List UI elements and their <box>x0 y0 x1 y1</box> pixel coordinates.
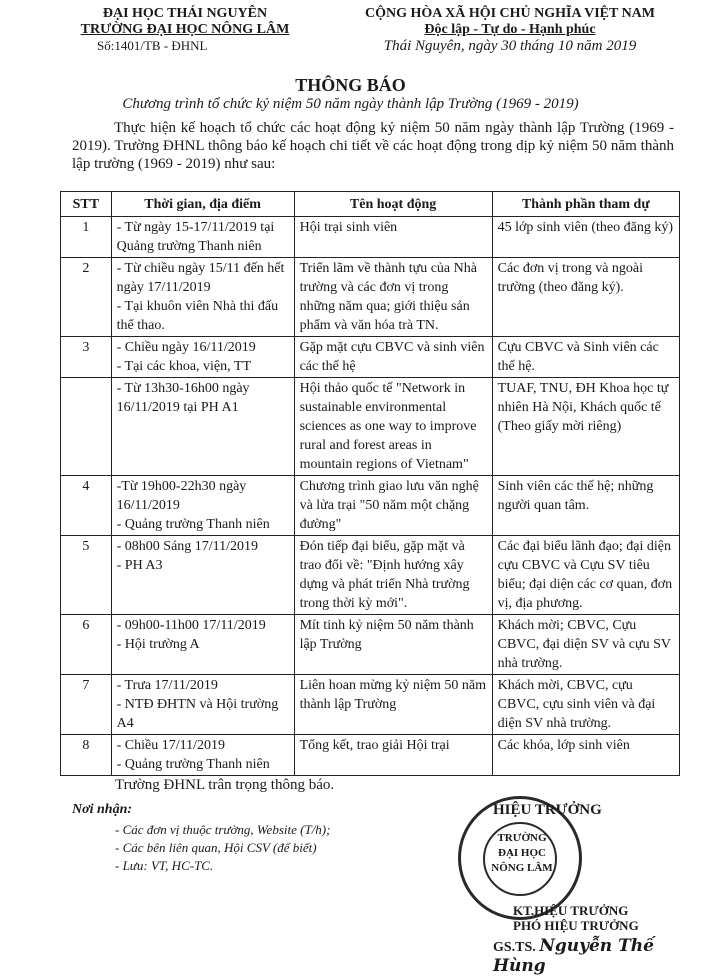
org-line-2: TRƯỜNG ĐẠI HỌC NÔNG LÂM <box>80 22 290 37</box>
cell-stt: 3 <box>61 337 112 378</box>
org-header <box>60 6 310 38</box>
cell-stt <box>61 378 112 476</box>
table-row <box>61 378 680 476</box>
doc-number: Số:1401/TB - ĐHNL <box>97 38 208 53</box>
recipient-item: - Lưu: VT, HC-TC. <box>115 858 214 873</box>
cell-activity: Hội trại sinh viên <box>294 217 492 258</box>
time-line: - Tại khuôn viên Nhà thi đấu thể thao. <box>116 299 279 333</box>
org-line-1: ĐẠI HỌC THÁI NGUYÊN <box>102 6 268 21</box>
col-header-participants: Thành phần tham dự <box>492 192 679 217</box>
cell-participants: Khách mời; CBVC, Cựu CBVC, đại diện SV và cựu SV nhà trường. <box>492 615 679 675</box>
time-line: - Từ 13h30-16h00 ngày 16/11/2019 tại PH A1 <box>116 381 250 415</box>
signature-title: HIỆU TRƯỞNG <box>493 802 602 818</box>
cell-activity: Tổng kết, trao giải Hội trại <box>294 735 492 776</box>
signer-name <box>493 936 701 976</box>
table-row <box>61 536 680 615</box>
time-line: - Từ ngày 15-17/11/2019 tại Quảng trường Thanh niên <box>116 220 275 254</box>
signature-role: PHÓ HIỆU TRƯỞNG <box>513 918 639 933</box>
time-line: - 09h00-11h00 17/11/2019 <box>116 618 266 633</box>
table-row <box>61 337 680 378</box>
cell-participants: 45 lớp sinh viên (theo đăng ký) <box>492 217 679 258</box>
signer-name-text: Nguyễn Thế Hùng <box>493 936 654 976</box>
cell-time <box>111 378 294 476</box>
time-line: - PH A3 <box>116 558 163 573</box>
intro-text: Thực hiện kế hoạch tổ chức các hoạt động kỷ niệm 50 năm ngày thành lập Trường (1969 - 2019). Trường ĐHNL thông báo kế hoạch chi tiết về các hoạt động trong dịp kỷ niệm 50 năm thành lập trường (1969 - 2019) như sau: <box>72 120 674 172</box>
seal-text-1: TRƯỜNG <box>497 832 547 844</box>
time-line: - Từ chiều ngày 15/11 đến hết ngày 17/11/2019 <box>116 261 285 295</box>
cell-time <box>111 476 294 536</box>
col-header-stt: STT <box>61 192 112 217</box>
time-line: - Chiều 17/11/2019 <box>116 738 225 753</box>
recipient-item: - Các bên liên quan, Hội CSV (để biết) <box>115 840 317 855</box>
cell-time <box>111 675 294 735</box>
col-header-time: Thời gian, địa điểm <box>111 192 294 217</box>
time-line: - 08h00 Sáng 17/11/2019 <box>116 539 259 554</box>
nation-line-1: CỘNG HÒA XÃ HỘI CHỦ NGHĨA VIỆT NAM <box>364 6 655 21</box>
time-line: - NTĐ ĐHTN và Hội trường A4 <box>116 697 279 731</box>
cell-participants: Sinh viên các thế hệ; những người quan tâm. <box>492 476 679 536</box>
cell-time <box>111 615 294 675</box>
time-line: - Quảng trường Thanh niên <box>116 757 270 772</box>
schedule-table <box>60 191 680 776</box>
signature-kt: KT.HIỆU TRƯỞNG <box>513 903 629 918</box>
cell-time <box>111 735 294 776</box>
recipient-item: - Các đơn vị thuộc trường, Website (T/h); <box>115 822 331 837</box>
doc-subtitle: Chương trình tổ chức kỷ niệm 50 năm ngày thành lập Trường (1969 - 2019) <box>122 96 579 112</box>
time-line: - Tại các khoa, viện, TT <box>116 359 251 374</box>
cell-time <box>111 258 294 337</box>
recipients-label: Nơi nhận: <box>72 802 133 817</box>
table-row <box>61 258 680 337</box>
cell-stt: 8 <box>61 735 112 776</box>
time-line: - Quảng trường Thanh niên <box>116 517 270 532</box>
time-line: - Hội trường A <box>116 637 200 652</box>
cell-participants: Các đơn vị trong và ngoài trường (theo đăng ký). <box>492 258 679 337</box>
nation-line-2: Độc lập - Tự do - Hạnh phúc <box>424 22 596 37</box>
cell-stt: 7 <box>61 675 112 735</box>
time-line: -Từ 19h00-22h30 ngày 16/11/2019 <box>116 479 247 513</box>
closing-line: Trường ĐHNL trân trọng thông báo. <box>115 777 335 793</box>
cell-activity: Gặp mặt cựu CBVC và sinh viên các thế hệ <box>294 337 492 378</box>
cell-activity: Triển lãm về thành tựu của Nhà trường và các đơn vị trong những năm qua; giới thiệu sản phẩm và văn hóa trà TN. <box>294 258 492 337</box>
cell-time <box>111 337 294 378</box>
signer-prefix: GS.TS. <box>493 940 536 955</box>
cell-activity: Mít tinh kỷ niệm 50 năm thành lập Trường <box>294 615 492 675</box>
table-row <box>61 735 680 776</box>
cell-activity: Chương trình giao lưu văn nghệ và lửa trại "50 năm một chặng đường" <box>294 476 492 536</box>
cell-time <box>111 536 294 615</box>
cell-participants: Các đại biểu lãnh đạo; đại diện cựu CBVC và Cựu SV tiêu biểu; đại diện các cơ quan, đơn vị, địa phương. <box>492 536 679 615</box>
table-header-row <box>61 192 680 217</box>
time-line: - Trưa 17/11/2019 <box>116 678 218 693</box>
cell-activity: Đón tiếp đại biểu, gặp mặt và trao đổi về: "Định hướng xây dựng và phát triển Nhà trường trong thời kỳ mới". <box>294 536 492 615</box>
table-row <box>61 476 680 536</box>
intro-paragraph <box>72 119 674 173</box>
cell-participants: TUAF, TNU, ĐH Khoa học tự nhiên Hà Nội, Khách quốc tế (Theo giấy mời riêng) <box>492 378 679 476</box>
cell-activity: Liên hoan mừng kỷ niệm 50 năm thành lập Trường <box>294 675 492 735</box>
cell-participants: Cựu CBVC và Sinh viên các thế hệ. <box>492 337 679 378</box>
nation-header <box>325 6 695 38</box>
table-row <box>61 675 680 735</box>
seal-text-2: ĐẠI HỌC <box>498 847 546 859</box>
table-row <box>61 615 680 675</box>
doc-date: Thái Nguyên, ngày 30 tháng 10 năm 2019 <box>383 38 637 54</box>
cell-stt: 1 <box>61 217 112 258</box>
col-header-activity: Tên hoạt động <box>294 192 492 217</box>
cell-stt: 5 <box>61 536 112 615</box>
cell-activity: Hội thảo quốc tế "Network in sustainable environmental sciences as one way to improve rural and forest areas in mountain regions of Vietnam" <box>294 378 492 476</box>
time-line: - Chiều ngày 16/11/2019 <box>116 340 256 355</box>
cell-stt: 4 <box>61 476 112 536</box>
cell-stt: 2 <box>61 258 112 337</box>
cell-participants: Khách mời, CBVC, cựu CBVC, cựu sinh viên và đại diện SV nhà trường. <box>492 675 679 735</box>
table-row <box>61 217 680 258</box>
cell-participants: Các khóa, lớp sinh viên <box>492 735 679 776</box>
doc-title: THÔNG BÁO <box>295 75 406 95</box>
cell-stt: 6 <box>61 615 112 675</box>
cell-time <box>111 217 294 258</box>
seal-text-3: NÔNG LÂM <box>491 862 553 874</box>
